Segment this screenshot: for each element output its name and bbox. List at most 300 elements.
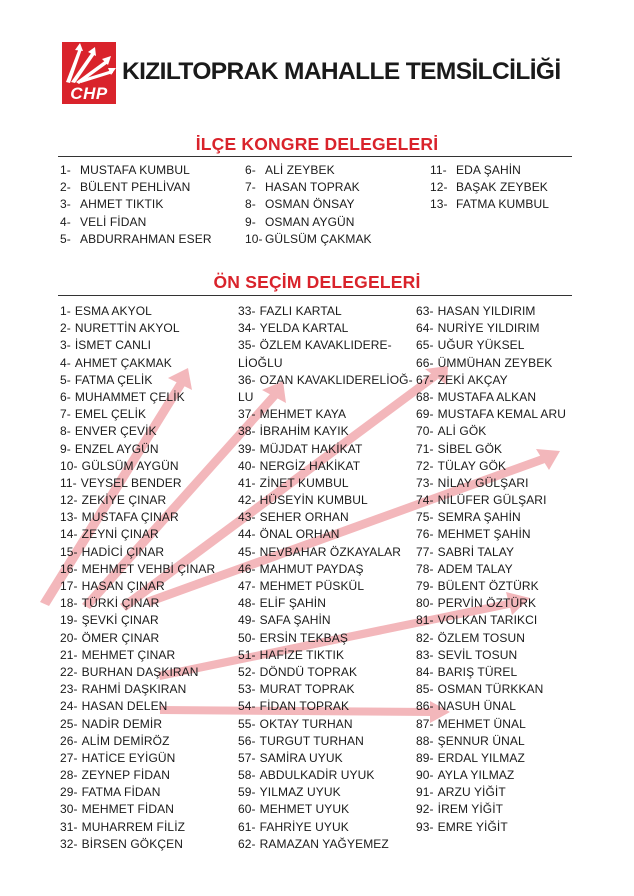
delegate-list-item — [245, 179, 372, 196]
delegate-list-item — [60, 231, 212, 248]
delegate-name: YELDA KARTAL — [259, 321, 349, 336]
delegate-list-item — [416, 784, 566, 801]
delegate-number: 10- — [245, 231, 263, 246]
delegate-name: BÜLENT PEHLİVAN — [80, 180, 191, 195]
delegate-list-item — [238, 733, 413, 750]
delegate-name: HATİCE EYİGÜN — [81, 750, 176, 765]
delegate-number: 5- — [60, 231, 71, 246]
delegate-name: FİDAN TOPRAK — [259, 699, 350, 714]
delegate-list-item — [238, 612, 413, 629]
delegate-name: SEVİL TOSUN — [437, 647, 518, 662]
delegate-list-item — [238, 475, 413, 492]
delegate-list-item — [238, 458, 413, 475]
onsecim-divider — [58, 295, 572, 296]
delegate-list-item — [416, 406, 566, 423]
delegate-list-item — [238, 372, 413, 389]
delegate-name: ARZU YİĞİT — [437, 785, 506, 800]
delegate-number: 28- — [60, 768, 78, 783]
delegate-list-item — [60, 612, 215, 629]
delegate-number: 22- — [60, 664, 78, 679]
delegate-list-item — [60, 492, 215, 509]
delegate-list-item — [60, 561, 215, 578]
delegate-number: 66- — [416, 355, 434, 370]
delegate-number: 18- — [60, 596, 78, 611]
delegate-list-item — [60, 389, 215, 406]
delegate-list-item — [245, 162, 372, 179]
delegate-number: 57- — [238, 750, 256, 765]
chp-logo — [62, 42, 116, 104]
delegate-list-item — [238, 561, 413, 578]
delegate-number: 15- — [60, 544, 78, 559]
delegate-name: SAMİRA UYUK — [259, 750, 343, 765]
delegate-name: ESMA AKYOL — [74, 304, 152, 318]
delegate-name: AHMET ÇAKMAK — [74, 355, 172, 370]
delegate-name: HÜSEYİN KUMBUL — [259, 493, 368, 508]
delegate-name: ZEKİ AKÇAY — [437, 372, 508, 387]
delegate-name: FATMA FİDAN — [81, 785, 161, 800]
delegate-name: HASAN TOPRAK — [265, 180, 360, 195]
delegate-number: 5- — [60, 372, 71, 387]
delegate-list-item — [60, 509, 215, 526]
delegate-name: RAMAZAN YAĞYEMEZ — [259, 836, 389, 851]
delegate-name: ENZEL AYGÜN — [74, 441, 159, 456]
delegate-name: MUSTAFA ALKAN — [437, 389, 537, 404]
delegate-number: 67- — [416, 372, 434, 387]
delegate-name: ÖZLEM KAVAKLIDERE- — [259, 338, 392, 353]
delegate-number: 1- — [60, 163, 71, 177]
delegate-number: 27- — [60, 750, 78, 765]
delegate-list-item — [238, 801, 413, 818]
delegate-list-item — [60, 458, 215, 475]
delegate-number: 72- — [416, 458, 434, 473]
delegate-name: ENVER ÇEVİK — [74, 424, 157, 439]
delegate-number: 41- — [238, 475, 256, 490]
delegate-list-item — [238, 681, 413, 698]
delegate-number: 93- — [416, 819, 434, 834]
delegate-name: ÖMER ÇINAR — [81, 630, 160, 645]
delegate-name: HASAN DELEN — [81, 699, 168, 714]
delegate-list-item — [416, 578, 566, 595]
delegate-number: 32- — [60, 836, 78, 851]
delegate-number: 34- — [238, 321, 256, 336]
delegate-name: BÜLENT ÖZTÜRK — [437, 579, 539, 593]
delegate-name: EMEL ÇELİK — [74, 407, 147, 422]
delegate-number: 9- — [245, 214, 256, 229]
delegate-name: MEHMET VEHBİ ÇINAR — [81, 561, 216, 576]
delegate-number: 76- — [416, 527, 434, 542]
delegate-number: 37- — [238, 407, 256, 422]
delegate-number: 29- — [60, 785, 78, 800]
delegate-list-item — [416, 630, 566, 647]
delegate-name: BAŞAK ZEYBEK — [456, 180, 548, 195]
delegate-name: MEHMET ÜNAL — [437, 716, 526, 731]
delegate-number: 10- — [60, 458, 78, 473]
delegate-number: 84- — [416, 664, 434, 679]
delegate-number: 74- — [416, 493, 434, 508]
delegate-number: 31- — [60, 819, 78, 834]
delegate-list-item — [60, 526, 215, 543]
delegate-list-item — [60, 647, 215, 664]
delegate-list-item — [245, 214, 372, 231]
delegate-name: FAZLI KARTAL — [259, 304, 342, 318]
delegate-list-item — [60, 801, 215, 818]
delegate-list-item — [60, 475, 215, 492]
delegate-name: ÜMMÜHAN ZEYBEK — [437, 355, 553, 370]
delegate-name: HASAN ÇINAR — [81, 579, 165, 593]
delegate-name: SİBEL GÖK — [437, 441, 503, 456]
delegate-name: GÜLSÜM AYGÜN — [81, 458, 179, 473]
delegate-list-item — [60, 836, 215, 853]
delegate-list-item — [60, 750, 215, 767]
delegate-number: 2- — [60, 321, 71, 336]
delegate-name: SEHER ORHAN — [259, 510, 349, 525]
delegate-list-item — [416, 475, 566, 492]
delegate-number: 13- — [60, 510, 78, 525]
delegate-number: 92- — [416, 802, 434, 817]
delegate-name: OKTAY TURHAN — [259, 716, 353, 731]
delegate-list-item — [60, 578, 215, 595]
delegate-number: 45- — [238, 544, 256, 559]
delegate-name: MEHMET KAYA — [259, 407, 347, 422]
delegate-name: UĞUR YÜKSEL — [437, 338, 525, 353]
delegate-list-item — [238, 337, 413, 354]
delegate-list-item — [60, 733, 215, 750]
delegate-number: 3- — [60, 338, 71, 353]
delegate-name: NURETTİN AKYOL — [74, 321, 180, 336]
delegate-name: YILMAZ UYUK — [259, 785, 341, 800]
delegate-number: 21- — [60, 647, 78, 662]
delegate-list-item — [416, 698, 566, 715]
delegate-number: 7- — [245, 180, 256, 195]
delegate-list-item — [416, 355, 566, 372]
delegate-list-item — [416, 337, 566, 354]
onsecim-list-col1 — [60, 303, 215, 853]
delegate-number: 87- — [416, 716, 434, 731]
delegate-number: 12- — [430, 180, 448, 195]
delegate-list-item — [238, 406, 413, 423]
delegate-name: DÖNDÜ TOPRAK — [259, 664, 358, 679]
delegate-list-item — [416, 612, 566, 629]
delegate-number: 70- — [416, 424, 434, 439]
delegate-name: ŞEVKİ ÇINAR — [81, 613, 159, 628]
delegate-list-item — [60, 214, 212, 231]
delegate-name: MUSTAFA KUMBUL — [80, 163, 190, 177]
delegate-name: ZEYNEP FİDAN — [81, 768, 170, 783]
delegate-number: 51- — [238, 647, 256, 662]
delegate-name: ADEM TALAY — [437, 561, 513, 576]
delegate-list-item — [60, 716, 215, 733]
delegate-name: HASAN YILDIRIM — [437, 304, 536, 318]
delegate-list-item — [416, 595, 566, 612]
delegate-list-item — [416, 423, 566, 440]
delegate-list-item — [416, 526, 566, 543]
delegate-number: 73- — [416, 475, 434, 490]
delegate-list-item — [238, 664, 413, 681]
delegate-name: MUHARREM FİLİZ — [81, 819, 186, 834]
delegate-list-item — [60, 162, 212, 179]
delegate-list-item — [60, 698, 215, 715]
delegate-number: 91- — [416, 785, 434, 800]
delegate-list-item — [416, 372, 566, 389]
delegate-number: 26- — [60, 733, 78, 748]
logo-text: CHP — [62, 84, 116, 104]
delegate-list-item — [416, 647, 566, 664]
delegate-name: ABDULKADİR UYUK — [259, 768, 375, 783]
delegate-list-item — [238, 819, 413, 836]
delegate-list-item — [60, 372, 215, 389]
delegate-number: 4- — [60, 355, 71, 370]
delegate-list-item — [416, 801, 566, 818]
delegate-list-item — [60, 179, 212, 196]
delegate-number: 79- — [416, 579, 434, 593]
delegate-number: 50- — [238, 630, 256, 645]
kongre-list-col1 — [60, 162, 212, 248]
delegate-name: HAFİZE TIKTIK — [259, 647, 345, 662]
delegate-number: 46- — [238, 561, 256, 576]
delegate-name: LU — [238, 389, 254, 404]
delegate-number: 30- — [60, 802, 78, 817]
delegate-number: 81- — [416, 613, 434, 628]
delegate-list-item — [245, 231, 372, 248]
delegate-number: 14- — [60, 527, 78, 542]
delegate-name: MEHMET PÜSKÜL — [259, 579, 365, 593]
delegate-list-item — [60, 819, 215, 836]
delegate-number: 58- — [238, 768, 256, 783]
delegate-name: NEVBAHAR ÖZKAYALAR — [259, 544, 402, 559]
delegate-list-item — [238, 320, 413, 337]
delegate-list-item — [238, 423, 413, 440]
delegate-list-item — [416, 544, 566, 561]
delegate-name: AYLA YILMAZ — [437, 768, 515, 783]
delegate-list-item — [430, 179, 549, 196]
delegate-name: AHMET TIKTIK — [80, 197, 164, 212]
delegate-list-item — [60, 544, 215, 561]
onsecim-list-col2 — [238, 303, 413, 853]
delegate-name: TÜRKİ ÇINAR — [81, 596, 160, 611]
delegate-list-item — [60, 630, 215, 647]
delegate-list-item — [60, 337, 215, 354]
delegate-name: ALİ ZEYBEK — [265, 163, 335, 177]
delegate-number: 8- — [60, 424, 71, 439]
delegate-number: 80- — [416, 596, 434, 611]
delegate-list-item — [416, 819, 566, 836]
delegate-name: SAFA ŞAHİN — [259, 613, 331, 628]
delegate-number: 8- — [245, 197, 256, 212]
delegate-number: 60- — [238, 802, 256, 817]
delegate-list-item — [60, 681, 215, 698]
delegate-number: 59- — [238, 785, 256, 800]
delegate-name: EDA ŞAHİN — [456, 163, 521, 177]
delegate-list-item — [238, 630, 413, 647]
delegate-name: ERSİN TEKBAŞ — [259, 630, 348, 645]
delegate-name: ALİM DEMİRÖZ — [81, 733, 170, 748]
delegate-number: 78- — [416, 561, 434, 576]
delegate-name: İREM YİĞİT — [437, 802, 504, 817]
delegate-list-item — [238, 716, 413, 733]
delegate-number: 48- — [238, 596, 256, 611]
delegate-name: ŞENNUR ÜNAL — [437, 733, 525, 748]
delegate-number: 56- — [238, 733, 256, 748]
delegate-list-item — [430, 162, 549, 179]
delegate-number: 90- — [416, 768, 434, 783]
delegate-list-item — [60, 784, 215, 801]
delegate-number: 61- — [238, 819, 256, 834]
delegate-list-item — [416, 681, 566, 698]
delegate-list-item — [416, 303, 566, 320]
delegate-number: 47- — [238, 579, 256, 593]
delegate-name: MEHMET ÇINAR — [81, 647, 176, 662]
delegate-list-item — [60, 767, 215, 784]
delegate-number: 62- — [238, 836, 256, 851]
delegate-list-item — [238, 355, 413, 372]
delegate-name: FATMA KUMBUL — [456, 197, 549, 212]
delegate-number: 52- — [238, 664, 256, 679]
delegate-name: MEHMET ŞAHİN — [437, 527, 531, 542]
delegate-number: 16- — [60, 561, 78, 576]
delegate-list-item — [416, 664, 566, 681]
delegate-number: 3- — [60, 197, 71, 212]
delegate-number: 77- — [416, 544, 434, 559]
delegate-list-item — [416, 458, 566, 475]
delegate-list-item — [238, 784, 413, 801]
delegate-number: 13- — [430, 197, 448, 212]
delegate-name: RAHMİ DAŞKIRAN — [81, 682, 187, 697]
delegate-name: OZAN KAVAKLIDERELİOĞ- — [259, 372, 413, 387]
delegate-list-item — [60, 595, 215, 612]
delegate-number: 23- — [60, 682, 78, 697]
delegate-name: MEHMET FİDAN — [81, 802, 174, 817]
kongre-list-col2 — [245, 162, 372, 248]
delegate-name: ÖZLEM TOSUN — [437, 630, 525, 645]
kongre-section-title: İLÇE KONGRE DELEGELERİ — [195, 134, 439, 154]
delegate-name: MUHAMMET ÇELİK — [74, 389, 185, 404]
delegate-name: SABRİ TALAY — [437, 544, 515, 559]
delegate-name: ZEYNİ ÇINAR — [81, 527, 159, 542]
delegate-name: BURHAN DAŞKIRAN — [81, 664, 199, 679]
delegate-number: 24- — [60, 699, 78, 714]
delegate-name: İBRAHİM KAYIK — [259, 424, 349, 439]
delegate-name: NİLAY GÜLŞARI — [437, 475, 529, 490]
delegate-number: 68- — [416, 389, 434, 404]
delegate-name: İSMET CANLI — [74, 338, 152, 353]
delegate-number: 83- — [416, 647, 434, 662]
delegate-list-item — [60, 196, 212, 213]
delegate-name: LİOĞLU — [238, 355, 283, 370]
delegate-number: 54- — [238, 699, 256, 714]
delegate-number: 11- — [430, 163, 447, 177]
delegate-name: NADİR DEMİR — [81, 716, 163, 731]
delegate-number: 35- — [238, 338, 256, 353]
onsecim-section-title: ÖN SEÇİM DELEGELERİ — [213, 272, 421, 292]
six-arrows-icon — [62, 42, 116, 84]
delegate-list-item — [238, 389, 413, 406]
delegate-number: 17- — [60, 579, 78, 593]
delegate-name: FATMA ÇELİK — [74, 372, 153, 387]
delegate-list-item — [60, 355, 215, 372]
delegate-name: EMRE YİĞİT — [437, 819, 508, 834]
delegate-list-item — [416, 492, 566, 509]
delegate-number: 53- — [238, 682, 256, 697]
delegate-name: ALİ GÖK — [437, 424, 487, 439]
delegate-number: 85- — [416, 682, 434, 697]
delegate-number: 55- — [238, 716, 256, 731]
delegate-list-item — [416, 389, 566, 406]
delegate-name: NASUH ÜNAL — [437, 699, 517, 714]
delegate-number: 11- — [60, 475, 77, 490]
delegate-name: ELİF ŞAHİN — [259, 596, 327, 611]
delegate-number: 4- — [60, 214, 71, 229]
delegate-number: 64- — [416, 321, 434, 336]
delegate-number: 40- — [238, 458, 256, 473]
page-title: KIZILTOPRAK MAHALLE TEMSİLCİLİĞİ — [122, 58, 561, 85]
delegate-name: ABDURRAHMAN ESER — [80, 231, 212, 246]
delegate-number: 7- — [60, 407, 71, 422]
delegate-name: MAHMUT PAYDAŞ — [259, 561, 364, 576]
delegate-list-item — [416, 509, 566, 526]
delegate-list-item — [238, 647, 413, 664]
delegate-number: 6- — [245, 163, 256, 177]
delegate-number: 38- — [238, 424, 256, 439]
delegate-number: 39- — [238, 441, 256, 456]
delegate-list-item — [238, 441, 413, 458]
delegate-list-item — [416, 767, 566, 784]
delegate-list-item — [416, 750, 566, 767]
delegate-number: 49- — [238, 613, 256, 628]
delegate-list-item — [238, 509, 413, 526]
delegate-name: PERVİN ÖZTÜRK — [437, 596, 537, 611]
delegate-name: FAHRİYE UYUK — [259, 819, 349, 834]
kongre-list-col3 — [430, 162, 549, 214]
delegate-list-item — [238, 526, 413, 543]
delegate-name: ZİNET KUMBUL — [259, 475, 349, 490]
delegate-number: 42- — [238, 493, 256, 508]
delegate-number: 19- — [60, 613, 78, 628]
delegate-name: ÖNAL ORHAN — [259, 527, 340, 542]
delegate-list-item — [238, 750, 413, 767]
delegate-number: 33- — [238, 304, 256, 318]
delegate-name: MÜJDAT HAKİKAT — [259, 441, 363, 456]
delegate-name: OSMAN AYGÜN — [265, 214, 355, 229]
delegate-number: 9- — [60, 441, 71, 456]
delegate-number: 20- — [60, 630, 78, 645]
delegate-number: 6- — [60, 389, 71, 404]
delegate-list-item — [416, 441, 566, 458]
delegate-number: 71- — [416, 441, 434, 456]
delegate-name: MEHMET UYUK — [259, 802, 350, 817]
delegate-list-item — [238, 595, 413, 612]
delegate-number: 25- — [60, 716, 78, 731]
onsecim-list-col3 — [416, 303, 566, 836]
delegate-name: MUSTAFA ÇINAR — [81, 510, 179, 525]
delegate-number: 82- — [416, 630, 434, 645]
delegate-name: BARIŞ TÜREL — [437, 664, 518, 679]
delegate-number: 69- — [416, 407, 434, 422]
kongre-divider — [58, 156, 572, 157]
delegate-name: BİRSEN GÖKÇEN — [81, 836, 183, 851]
delegate-number: 1- — [60, 304, 71, 318]
delegate-list-item — [416, 561, 566, 578]
delegate-number: 2- — [60, 180, 71, 195]
delegate-list-item — [60, 423, 215, 440]
delegate-number: 88- — [416, 733, 434, 748]
delegate-name: VELİ FİDAN — [80, 214, 147, 229]
delegate-name: NURİYE YILDIRIM — [437, 321, 540, 336]
delegate-number: 36- — [238, 372, 256, 387]
delegate-number: 65- — [416, 338, 434, 353]
delegate-number: 12- — [60, 493, 78, 508]
delegate-number: 44- — [238, 527, 256, 542]
delegate-list-item — [60, 441, 215, 458]
